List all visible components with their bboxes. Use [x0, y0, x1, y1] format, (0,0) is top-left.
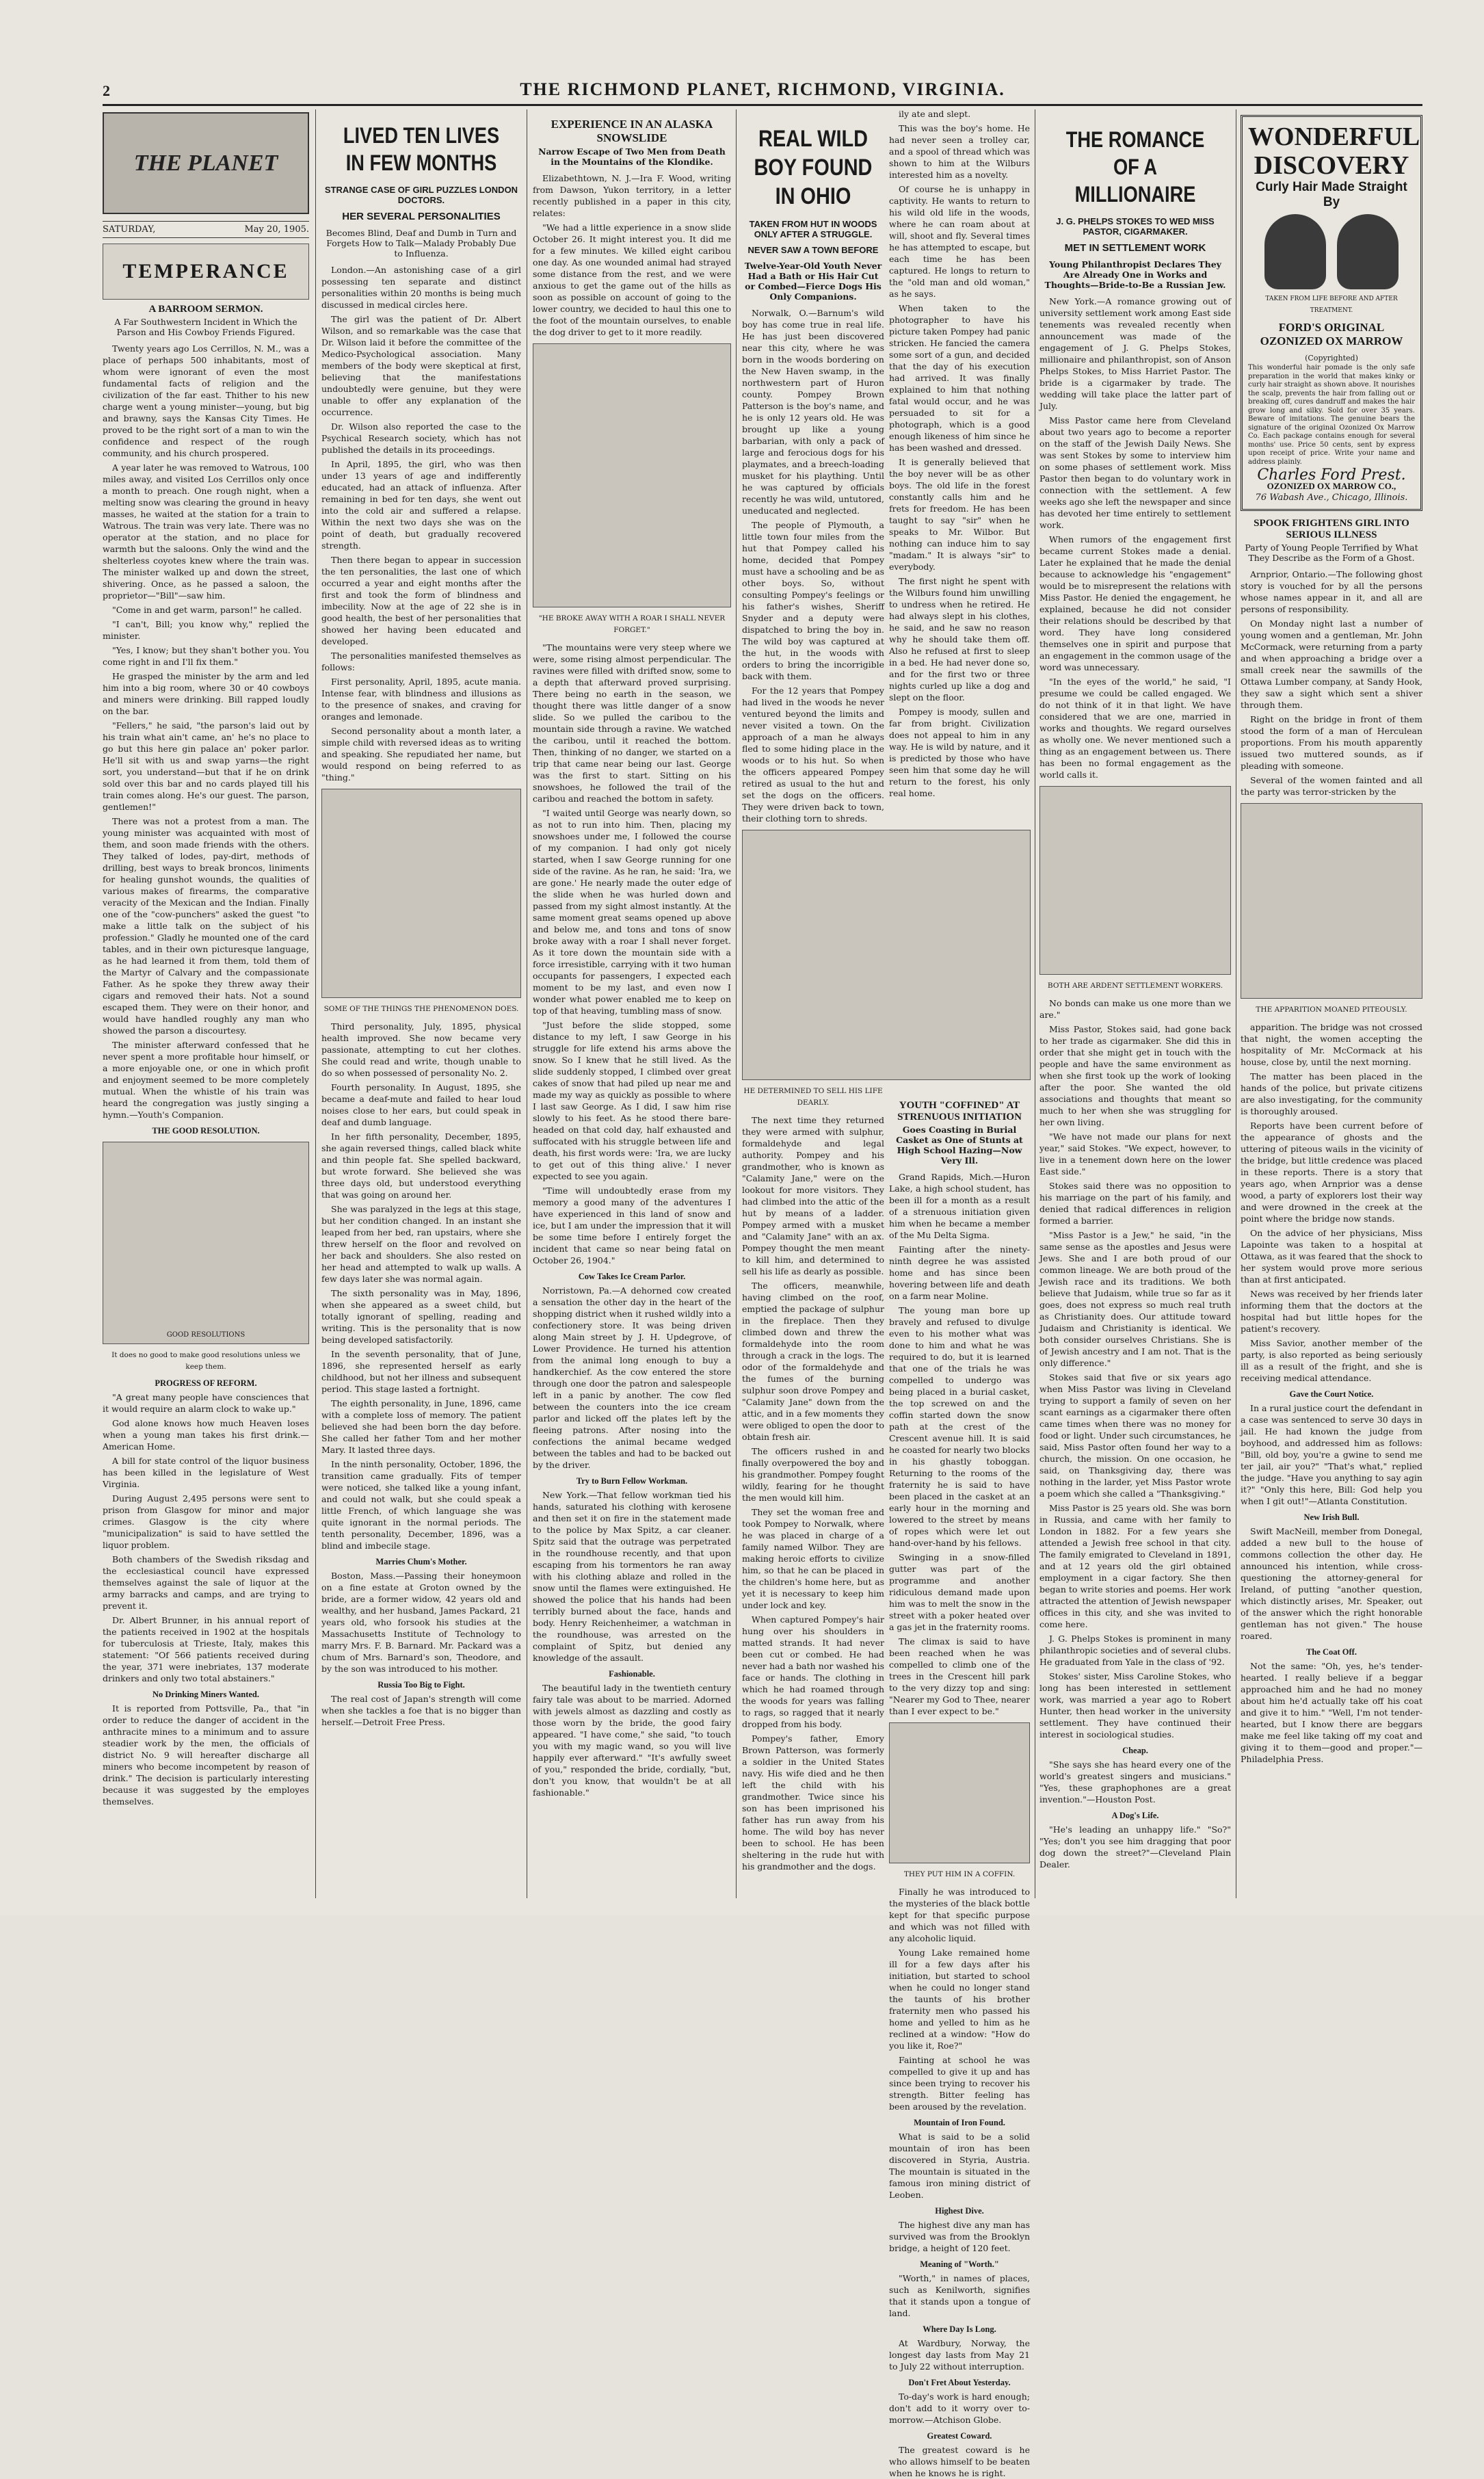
paragraph: The climax is said to have been reached when he was compelled to climb one of the trees in the Crescent hill park to the very dizzy top and sing: "Nearer my God to Thee, nearer than I ever expect to be." [889, 1636, 1030, 1716]
paragraph: Stokes said there was no opposition to his marriage on the part of his family, and denied that radical differences in religion formed a barrier. [1039, 1181, 1231, 1226]
paragraph: The officers rushed in and finally overpowered the boy and his grandmother. Pompey fought wildly, fearing for he thought the men would kill him. [742, 1446, 884, 1503]
paragraph: Stokes said that five or six years ago when Miss Pastor was living in Cleveland trying to support a family of seven on her scant earnings as a cigarmaker there often came times when there was no money for food or light. Under such circumstances, he said, Miss Pastor often found her way to a church, the mission. On one occasion, he said, on Thanksgiving day, there was nothing in the larder, yet Miss Pastor wrote a poem which she called a "Thanksgiving." [1039, 1372, 1231, 1499]
paragraph: Young Lake remained home ill for a few days after his initiation, but started to school when he could no longer stand the taunts of his brother fraternity men who passed his home and yelled to him as he reclined at a window: "How do you like it, Roe?" [889, 1947, 1030, 2051]
paragraph: "I waited until George was nearly down, so as not to run into him. Then, placing my snowshoes under me, I followed the course of my companion. I had only got nicely started, when I saw George running for one side of the ravine. As he ran, he said: 'Ira, we are gone.' He nearly made the outer edge of the slide when he was hurled down and passed from my sight almost instantly. At the same moment great seams opened up above and below me, and tons and tons of snow broke away with a roar I shall never forget. As it tore down the mountain side with a force irresistible, carrying with it two human occupants for passengers, I expected each moment to be my last, and even now I wonder what power enabled me to keep on top of that heaving, tumbling mass of snow. [533, 808, 731, 1016]
paragraph: "She says she has heard every one of the world's greatest singers and musicians." "Yes, these graphophones are a great invention."—Houston Post. [1039, 1759, 1231, 1805]
paragraph: Both chambers of the Swedish riksdag and the ecclesiastical council have expressed themselves against the sale of liquor at the army barracks and camps, and are trying to prevent it. [103, 1554, 309, 1611]
paragraph: A year later he was removed to Watrous, 100 miles away, and visited Los Cerrillos only once a month to preach. One rough night, when a melting snow was clearing the ground in heavy masses, he waited at the station for a train to Watrous. The train was very late. There was no operator at the station, and no place for warmth but the saloons. Only the wind and the shelterless coyotes knew where the train was. The minister walked up and down the street, shivering. Once, as he passed a saloon, the proprietor—"Bill"—saw him. [103, 462, 309, 601]
caption: BOTH ARE ARDENT SETTLEMENT WORKERS. [1047, 982, 1223, 990]
paragraph: God alone knows how much Heaven loses when a young man takes his first drink.—American Home. [103, 1418, 309, 1452]
paragraph: ily ate and slept. [899, 109, 971, 119]
ad-caption: TAKEN FROM LIFE BEFORE AND AFTER TREATMENT. [1265, 296, 1398, 314]
section-title: THE GOOD RESOLUTION. [152, 1126, 260, 1136]
ad-address: 76 Wabash Ave., Chicago, Illinois. [1255, 493, 1408, 503]
paragraph: The eighth personality, in June, 1896, came with a complete loss of memory. The patient believed she had been born the day before. She called her father Tom and her mother Mary. It lasted three days. [321, 1398, 521, 1455]
paragraph: Dr. Wilson also reported the case to the Psychical Research society, which has not published the details in its proceedings. [321, 421, 521, 455]
paragraph: Fainting after the ninety-ninth degree he was assisted home and has since been hovering between life and death on a farm near Moline. [889, 1244, 1030, 1301]
subhead: HER SEVERAL PERSONALITIES [342, 211, 501, 222]
paragraph: No bonds can make us one more than we are." [1039, 998, 1231, 1020]
column-4b [889, 108, 1030, 2478]
paragraph: During August 2,495 persons were sent to prison from Glasgow for minor and major crimes. Glasgow is the city where "municipalization" is said to have settled the liquor problem. [103, 1493, 309, 1550]
section-title: Don't Fret About Yesterday. [908, 2378, 1011, 2387]
ad-product: FORD'S ORIGINAL OZONIZED OX MARROW [1260, 321, 1403, 347]
paragraph: "Fellers," he said, "the parson's laid out by his train what ain't came, an' he's no place to go but this here gin palace an' poker parlor. He'll sit with us and swap yarns—the right sort, you understand—but that if he on drink sold over this bar and no cards played till his train comes along. He's our guest. The parson, gentlemen!" [103, 720, 309, 812]
paragraph: The girl was the patient of Dr. Albert Wilson, and so remarkable was the case that Dr. Wilson laid it before the committee of the Medico-Psychological association. Many members of the body were skeptical at first, believing that the manifestations undoubtedly were genuine, but they were unable to offer any explanation of the occurrence. [321, 314, 521, 417]
paper-title: THE RICHMOND PLANET, RICHMOND, VIRGINIA. [520, 79, 1005, 99]
paragraph: First personality, April, 1895, acute mania. Intense fear, with blindness and illusions as to the presence of snakes, and craving for oranges and lemonade. [321, 677, 521, 722]
paragraph: What is said to be a solid mountain of iron has been discovered in Styria, Austria. The mountain is situated in the famous iron mining district of Leoben. [889, 2132, 1030, 2200]
column-6 [1241, 108, 1422, 1900]
couple-illustration [1039, 786, 1231, 975]
section-title: No Drinking Miners Wanted. [152, 1690, 260, 1699]
apparition-illustration [1241, 803, 1422, 999]
caption: THE APPARITION MOANED PITEOUSLY. [1256, 1006, 1407, 1014]
paragraph: "A great many people have consciences that it would require an alarm clock to wake up." [103, 1392, 309, 1414]
paragraph: The young man bore up bravely and refused to divulge even to his mother what was done to him and what he was required to do, but it is learned that one of the trials he was compelled to undergo was being placed in a burial casket, the top screwed on and the coffin started down the snow path at the crest of the Crescent avenue hill. It is said he coasted for nearly two blocks in his ghastly toboggan. Returning to the rooms of the fraternity he is said to have been placed in the casket at an early hour in the morning and lowered to the street by means of ropes which were let out hand-over-hand by his fellows. [889, 1305, 1030, 1548]
article-body [103, 343, 309, 1120]
paragraph: apparition. The bridge was not crossed that night, the women accepting the hospitality of Mr. McCormack at his house, close by, until the next morning. [1241, 1022, 1422, 1067]
paragraph: When taken to the photographer to have his picture taken Pompey had panic stricken. He fancied the camera some sort of a gun, and decided that the day of his execution had arrived. It was finally explained to him that nothing fatal would occur, and he was persuaded to sit for a photograph, which is a good enough likeness of him since he has been washed and dressed. [889, 303, 1030, 453]
paragraph: The highest dive any man has survived was from the Brooklyn bridge, a height of 120 feet. [889, 2220, 1030, 2253]
paragraph: Dr. Albert Brunner, in his annual report of the patients received in 1902 at the hospitals for tuberculosis at Trieste, Italy, makes this statement: "Of 566 patients received during the year, 371 were inebriates, 137 moderate drinkers and only two total abstainers." [103, 1615, 309, 1683]
paragraph: Miss Pastor, Stokes said, had gone back to her trade as cigarmaker. She did this in order that she might get in touch with the people and have the same environment as when she first took up the work of looking after the poor. She wanted the old associations and thoughts that meant so much to her when she was struggling for her own living. [1039, 1024, 1231, 1127]
paragraph: "Come in and get warm, parson!" he called. [112, 605, 302, 615]
paragraph: On Monday night last a number of young women and a gentleman, Mr. John McCormack, were returning from a party and when approaching a bridge over a small creek near the sawmills of the Ottawa Lumber company, at Sandy Hook, they saw a sight which sent a shiver through them. [1241, 618, 1422, 710]
paragraph: London.—An astonishing case of a girl possessing ten separate and distinct personalities within 20 months is being much discussed in medical circles here. [321, 265, 521, 310]
subhead: NEVER SAW A TOWN BEFORE [747, 245, 879, 255]
paragraph: The real cost of Japan's strength will come when she tackles a foe that is no bigger than herself.—Detroit Free Press. [321, 1694, 521, 1727]
paragraph: Then there began to appear in succession the ten personalities, the last one of which occurred a year and eight months after the first and took the form of blindness and imbecility. Now at the age of 22 she is in good health, the best of her personalities that showed her having been educated and developed. [321, 555, 521, 646]
deck: Goes Coasting in Burial Casket as One of Stunts at High School Hazing—Now Very Ill. [896, 1125, 1023, 1166]
header-rule [103, 104, 1422, 106]
paragraph: Of course he is unhappy in captivity. He wants to return to his wild old life in the woods, where he can roam about at will, shoot and fly. Several times he has attempted to escape, but each time he has been captured. He longs to return to the "old man and old woman," as he says. [889, 184, 1030, 299]
deck: Twelve-Year-Old Youth Never Had a Bath or His Hair Cut or Combed—Fierce Dogs His Only Companions. [744, 261, 882, 302]
paragraph: There was not a protest from a man. The young minister was acquainted with most of them, and soon made friends with the others. They talked of lodes, pay-dirt, methods of drilling, best ways to break broncos, liniments for healing gunshot wounds, the qualities of various makes of firearms, the comparative veracity of the Mexican and the Indian. Finally one of the "cow-punchers" asked the guest "to make a little talk on the subject of his profession." Gladly he mounted one of the card tables, and in their own picturesque language, as he had learned it from them, told them of the Martyr of Calvary and the compassionate Father. As he spoke they threw away their cigars and removed their hats. Not a sound escaped them. They were on their honor, and would have handled roughly any man who showed the parson a discourtesy. [103, 816, 309, 1036]
paragraph: Pompey is moody, sullen and far from bright. Civilization does not appeal to him in any way. He is wild by nature, and it is predicted by those who have seen him that some day he will return to the forest, his only real home. [889, 707, 1030, 798]
paragraph: Arnprior, Ontario.—The following ghost story is vouched for by all the persons whose names appear in it, and all are persons of responsibility. [1241, 569, 1422, 614]
paragraph: At Wardbury, Norway, the longest day lasts from May 21 to July 22 without interruption. [889, 2338, 1030, 2372]
section-title: Cow Takes Ice Cream Parlor. [578, 1272, 686, 1281]
paragraph: Not the same: "Oh, yes, he's tender-hearted. I really believe if a beggar approached him and he had no money about him he'd actually take off his coat and give it to him." "Well, I'm not tender-hearted, but I know there are beggars make me feel like taking off my coat and giving it to them—good and proper."—Philadelphia Press. [1241, 1661, 1422, 1764]
headline: SPOOK FRIGHTENS GIRL INTO SERIOUS ILLNESS [1254, 518, 1409, 540]
subhead: MET IN SETTLEMENT WORK [1064, 242, 1206, 254]
temperance-banner: TEMPERANCE [103, 244, 309, 300]
headline: YOUTH "COFFINED" AT STRENUOUS INITIATION [897, 1100, 1022, 1123]
paragraph: Norristown, Pa.—A dehorned cow created a sensation the other day in the heart of the shopping district when it rushed wildly into a confectionery store. It was being driven along Main street by J. H. Updegrove, of Lower Providence. He turned his attention from the animal long enough to buy a handkerchief. As the cow entered the store through one door the patron and salespeople left in a panic by another. The cow fled between the counters into the ice cream parlor and licked off the plates left by the fleeing patrons. After nosing into the confections the animal became wedged between the tables and had to be backed out by the driver. [533, 1285, 731, 1470]
paragraph: In her fifth personality, December, 1895, she again reversed things, called black white and thin people fat. She spelled backward, but wrote forward. She believed she was three days old, but understood everything that was going on around her. [321, 1131, 521, 1200]
paragraph: In the seventh personality, that of June, 1896, she represented herself as early childhood, but not her illness and subsequent period. This stage lasted a fortnight. [321, 1349, 521, 1394]
paragraph: For the 12 years that Pompey had lived in the woods he never ventured beyond the limits and never visited a town. On the approach of a man he always fled to some hiding place in the woods or to his hut. So when the officers appeared Pompey retired as usual to the hut and set the dogs on the officers. They were driven back to town, their clothing torn to shreds. [742, 685, 884, 824]
caption: "HE BROKE AWAY WITH A ROAR I SHALL NEVER FORGET." [538, 614, 726, 634]
paragraph: The sixth personality was in May, 1896, when she appeared as a sweet child, but totally ignorant of spelling, reading and writing. This is the personality that is now being developed satisfactorily. [321, 1288, 521, 1345]
paragraph: To-day's work is hard enough; don't add to it worry over to-morrow.—Atchison Globe. [889, 2391, 1030, 2425]
section-title: New Irish Bull. [1303, 1512, 1360, 1522]
deck: Young Philanthropist Declares They Are Already One in Works and Thoughts—Bride-to-Be a Russian Jew. [1044, 259, 1226, 290]
paragraph: The beautiful lady in the twentieth century fairy tale was about to be married. Adorned with jewels almost as dazzling and costly as those worn by the bride, the good fairy appeared. "I have come," she said, "to touch you with my magic wand, so you will live happily ever afterward." "It's awfully sweet of you," responded the bride, cordially, "but, don't you know, that wouldn't be at all fashionable." [533, 1683, 731, 1798]
deck: STRANGE CASE OF GIRL PUZZLES LONDON DOCTORS. [324, 185, 518, 205]
ox-marrow-advertisement [1241, 115, 1422, 511]
resolution-illustration [103, 1142, 309, 1344]
headline: THE ROMANCE OF A MILLIONAIRE [1065, 127, 1205, 207]
paragraph: When rumors of the engagement first became current Stokes made a denial. Later he explained that he made the denial because to acknowledge his "engagement" would be to misrepresent the relations with Miss Pastor. He denied the engagement, he explained, because he did not consider their relations should be described by that word. They have long considered themselves one in spirit and purpose that an engagement in the common usage of the word was unnecessary. [1039, 534, 1231, 672]
paragraph: "We have not made our plans for next year," said Stokes. "We expect, however, to live in a tenement down here on the lower East side." [1039, 1131, 1231, 1177]
portrait-before [1264, 214, 1326, 289]
paragraph: "Miss Pastor is a Jew," he said, "in the same sense as the apostles and Jesus were Jews. She and I are both proud of our common lineage. We are both proud of the Jewish race and its traditions. We both believe that Judaism, while true so far as it goes, does not express so much real truth as Christianity does. Our attitude toward Judaism and Christianity is identical. We both consider ourselves Christians. She is of Jewish ancestry and I am not. That is the only difference." [1039, 1230, 1231, 1368]
paragraph: She was paralyzed in the legs at this stage, but her condition changed. In an instant she leaped from her bed, ran upstairs, where she threw herself on the floor and revolved on her back and shoulders. She also rested on her head and attempted to walk up walls. A few days later she was normal again. [321, 1204, 521, 1284]
paragraph: In April, 1895, the girl, who was then under 13 years of age and indifferently educated, had an attack of influenza. After remaining in bed for ten days, she went out into the cold air and suffered a relapse. Within the next two days she was on the point of death, but gradually recovered strength. [321, 459, 521, 551]
running-head [103, 79, 1422, 107]
paragraph: Elizabethtown, N. J.—Ira F. Wood, writing from Dawson, Yukon territory, in a letter recently published in a paper in this city, relates: [533, 173, 731, 218]
bag-label: GOOD RESOLUTIONS [166, 1331, 246, 1339]
column-5 [1039, 108, 1231, 1900]
column-3 [533, 108, 731, 1900]
section-title: Where Day Is Long. [923, 2324, 996, 2334]
paragraph: Swinging in a snow-filled gutter was part of the programme and another ridiculous demand made upon him was to melt the snow in the street with a poker heated over a gas jet in the fraternity rooms. [889, 1552, 1030, 1632]
section-title: A Dog's Life. [1111, 1811, 1159, 1820]
paragraph: The officers, meanwhile, having climbed on the roof, emptied the package of sulphur in the fireplace. Then they climbed down and threw the formaldehyde into the room through a crack in the logs. The odor of the formaldehyde and the fumes of the burning sulphur soon drove Pompey and "Calamity Jane" down from the attic, and in a few moments they were obliged to open the door to obtain fresh air. [742, 1281, 884, 1442]
section-title: Marries Chum's Mother. [375, 1557, 467, 1566]
paragraph: They set the woman free and took Pompey to Norwalk, where he was placed in charge of a family named Wilbor. They are making heroic efforts to civilize him, so that he can be placed in the children's home here, but as yet it is necessary to keep him under lock and key. [742, 1507, 884, 1610]
section-title: PROGRESS OF REFORM. [155, 1378, 257, 1388]
paragraph: "Time will undoubtedly erase from my memory a good many of the adventures I have experienced in this land of snow and ice, but I am under the impression that it will be some time before I entirely forget the incident that came so near being fatal on October 26, 1904." [533, 1185, 731, 1265]
headline: A BARROOM SERMON. [148, 304, 263, 315]
section-title: Try to Burn Fellow Workman. [576, 1476, 688, 1486]
paragraph: J. G. Phelps Stokes is prominent in many philanthropic societies and of several clubs. He graduated from Yale in the class of '92. [1039, 1634, 1231, 1667]
paragraph: "Worth," in names of places, such as Kenilworth, signifies that it stands upon a tongue of land. [889, 2273, 1030, 2318]
paragraph: The personalities manifested themselves as follows: [321, 651, 521, 672]
paragraph: Finally he was introduced to the mysteries of the black bottle kept for that specific purpose and which was not filled with any alcoholic liquid. [889, 1887, 1030, 1943]
paragraph: Third personality, July, 1895, physical health improved. She now became very passionate, attempting to cut her clothes. She could read and write, though unable to do so when possessed of personality No. 2. [321, 1021, 521, 1078]
coffin-illustration [889, 1722, 1030, 1863]
ad-subtitle: Curly Hair Made Straight By [1256, 180, 1407, 209]
paragraph: Grand Rapids, Mich.—Huron Lake, a high school student, has been ill for a month as a result of a strenuous initiation given him when he became a member of the Mu Delta Sigma. [889, 1172, 1030, 1240]
paragraph: The next time they returned they were armed with sulphur, formaldehyde and legal authority. Pompey and his grandmother, who is known as "Calamity Jane," were on the lookout for more visitors. They had climbed into the attic of the hut by means of a ladder. Pompey armed with a musket and "Calamity Jane" with an ax. Pompey thought the men meant to kill him, and determined to sell his life as dearly as possible. [742, 1115, 884, 1276]
deck: J. G. PHELPS STOKES TO WED MISS PASTOR, CIGARMAKER. [1056, 216, 1215, 237]
paragraph: The matter has been placed in the hands of the police, but private citizens are also investigating, for the community is thoroughly aroused. [1241, 1071, 1422, 1116]
deck: Party of Young People Terrified by What They Describe as the Form of a Ghost. [1245, 542, 1418, 563]
caption: THEY PUT HIM IN A COFFIN. [903, 1870, 1016, 1878]
dateline [103, 221, 309, 238]
planet-masthead: THE PLANET [103, 112, 309, 214]
paragraph: "I can't, Bill; you know why," replied the minister. [103, 619, 309, 641]
paragraph: The greatest coward is he who allows himself to be beaten when he knows he is right. [889, 2445, 1030, 2478]
caption: HE DETERMINED TO SELL HIS LIFE DEARLY. [743, 1087, 883, 1107]
paragraph: "We had a little experience in a snow slide October 26. It might interest you. It did me for a few minutes. We killed eight caribou one day. As one wounded animal had strayed some distance from the rest, and we were anxious to get the game out of the hills as soon as possible on account of going to the lower country, we decided to haul this one to the foot of the mountain ourselves, to enable the dog driver to get to it more readily. [533, 222, 731, 337]
deck: TAKEN FROM HUT IN WOODS ONLY AFTER A STRUGGLE. [749, 219, 877, 239]
column-4 [742, 108, 884, 1900]
phenomenon-illustration [321, 789, 521, 998]
deck: A Far Southwestern Incident in Which the Parson and His Cowboy Friends Figured. [114, 317, 297, 337]
section-title: Highest Dive. [935, 2206, 984, 2216]
paragraph: The first night he spent with the Wilburs found him unwilling to undress when he retired. He had always slept in his clothes, he said, and he saw no reason why he should take them off. Also he refused at first to sleep in a bed. He had never done so, and for the first two or three nights curled up like a dog and slept on the floor. [889, 576, 1030, 703]
paragraph: News was received by her friends later informing them that the doctors at the hospital had but little hopes for the patient's recovery. [1241, 1289, 1422, 1334]
section-title: Meaning of "Worth." [920, 2259, 999, 2269]
paragraph: Fourth personality. In August, 1895, she became a deaf-mute and failed to hear loud noises close to her ears, but could speak in deaf and dumb language. [321, 1082, 521, 1127]
paragraph: On the advice of her physicians, Miss Lapointe was taken to a hospital at Ottawa, as it was feared that the shock to her system would prove more serious than at first anticipated. [1241, 1228, 1422, 1285]
paragraph: Pompey's father, Emory Brown Patterson, was formerly a soldier in the United States navy. His wife died and he then left the child with his grandmother. Twice since his son has been imprisoned his father has run away from his home. The wild boy has never been to school. He has been sheltering in the rude hut with his grandmother and the dogs. [742, 1733, 884, 1872]
paragraph: The minister afterward confessed that he never spent a more profitable hour himself, or a more enjoyable one, or one in which profit and enjoyment seemed to be more completely mutual. When the whistle of his train was heard the congregation was justly singing a hymn.—Youth's Companion. [103, 1040, 309, 1120]
headline: LIVED TEN LIVES IN FEW MONTHS [343, 123, 500, 175]
caption: It does no good to make good resolutions unless we keep them. [111, 1351, 300, 1371]
snowslide-illustration [533, 343, 731, 607]
deck: Narrow Escape of Two Men from Death in the Mountains of the Klondike. [538, 146, 726, 167]
paragraph: Several of the women fainted and all the party was terror-stricken by the [1241, 775, 1422, 797]
paragraph: It is reported from Pottsville, Pa., that "in order to reduce the danger of accident in the anthracite mines to a minimum and to assure steadier work by the men, the officials of district No. 9 will hereafter discharge all miners who become incompetent by reason of drink." The decision is particularly interesting because it was suggested by the employes themselves. [103, 1703, 309, 1807]
paragraph: When captured Pompey's hair hung over his shoulders in matted strands. It had never been cut or combed. He had never had a bath nor washed his face or hands. The clothing in which he had roamed through the woods for years was falling to rags, so ragged that it nearly dropped from his body. [742, 1614, 884, 1729]
date-label: SATURDAY, [103, 224, 156, 235]
ad-body: This wonderful hair pomade is the only safe preparation in the world that makes kinky or curly hair straight as shown above. It nourishes the scalp, prevents the hair from falling out or breaking off, cures dandruff and makes the hair grow long and silky. Sold for over 35 years. Beware of imitations. The genuine bears the signature of the original Ozonized Ox Marrow Co. Each package contains enough for several months' use. Price 50 cents, sent by express upon receipt of price. Write your name and address plainly. [1248, 364, 1415, 466]
ad-company: OZONIZED OX MARROW CO., [1267, 481, 1396, 491]
section-title: Cheap. [1122, 1746, 1148, 1755]
ad-signature: Charles Ford Prest. [1257, 467, 1406, 484]
paragraph: In the ninth personality, October, 1896, the transition came gradually. Fits of temper were noticed, she talked like a young infant, and could not walk, but she could speak a little French, of which language she was quite ignorant in the normal periods. The tenth personality, December, 1896, was a blind and imbecile stage. [321, 1459, 521, 1551]
page-number: 2 [103, 82, 110, 99]
paragraph: Miss Pastor is 25 years old. She was born in Russia, and came with her family to London in 1882. For a few years she attended a Jewish free school in that city. The family emigrated to Cleveland in 1891, and at 12 years old the girl obtained employment in a cigar factory. She then began to write stories and poems. Her work attracted the attention of Jewish newspaper offices in this city, and she was invited to come here. [1039, 1503, 1231, 1629]
paragraph: "Just before the slide stopped, some distance to my left, I saw George in his struggle for life extend his arms above the snow. So I knew that he still lived. As the slide suddenly stopped, I climbed over great cakes of snow that had piled up near me and made my way as quickly as possible to where I last saw George. As I did, I saw him rise slowly to his feet. As he stood there bare-headed on that cold day, half exhausted and suffocated with his struggle between life and death, his first words were: 'Ira, we are lucky to get out of this thing alive.' I never expected to see you again. [533, 1020, 731, 1181]
caption: SOME OF THE THINGS THE PHENOMENON DOES. [323, 1005, 519, 1013]
section-title: Mountain of Iron Found. [914, 2118, 1005, 2127]
column-rule [736, 109, 737, 1898]
section-title: Fashionable. [609, 1669, 655, 1679]
paragraph: "He's leading an unhappy life." "So?" "Yes; don't you see him dragging that poor dog down the street?"—Cleveland Plain Dealer. [1039, 1824, 1231, 1870]
section-title: The Coat Off. [1306, 1647, 1357, 1657]
paragraph: "The mountains were very steep where we were, some rising almost perpendicular. The ravines were filled with drifted snow, some to a depth that afterward proved surprising. There being no earth in the season, we thought there was little danger of a snow slide. So we pulled the caribou to the mountain side through a ravine. We watched the caribou, until it reached the bottom. Then, thinking of no danger, we started on a trip that came near being our last. George was the first to start. Sitting on his snowshoes, he followed the trail of the caribou and reached the bottom in safety. [533, 642, 731, 804]
paragraph: It is generally believed that the boy never will be as other boys. The old life in the forest constantly calls him and he frets for freedom. He has been taught to say "sir" when he speaks to Mr. Wilbor. But nothing can induce him to say "madam." It is always "sir" to everybody. [889, 457, 1030, 572]
paragraph: New York.—That fellow workman tied his hands, saturated his clothing with kerosene and then set it on fire in the statement made to the police by Max Spitz, a car cleaner. Spitz said that the outrage was perpetrated in the roundhouse recently, and that upon escaping from his tormentors he ran away with his clothing ablaze and rolled in the snow until the flames were extinguished. He showed the police that his hands had been terribly burned about the face, hands and body. Henry Reichenheimer, a watchman in the roundhouse, was arrested on the complaint of Spitz, but denied any knowledge of the assault. [533, 1490, 731, 1663]
paragraph: A bill for state control of the liquor business has been killed in the legislature of West Virginia. [103, 1456, 309, 1489]
paragraph: Reports have been current before of the appearance of ghosts and the uttering of piteous wails in the vicinity of the bridge, but little credence was placed in these reports. There is a story that years ago, when Arnprior was a dense wood, a party of explorers lost their way and were drowned in the creek at the point where the bridge now stands. [1241, 1120, 1422, 1224]
paragraph: Boston, Mass.—Passing their honeymoon on a fine estate at Groton owned by the bride, are a former widow, 42 years old and wealthy, and her husband, James Packard, 21 years old, who forsook his studies at the Massachusetts Institute of Technology to marry Mrs. F. B. Barnard. Mr. Packard was a chum of Mrs. Barnard's son, Theodore, and by the son was introduced to his mother. [321, 1571, 521, 1674]
paragraph: Stokes' sister, Miss Caroline Stokes, who long has been interested in settlement work, was married a year ago to Robert Hunter, then head worker in the university settlement. They have continued their interest in sociological studies. [1039, 1671, 1231, 1740]
section-title: Greatest Coward. [927, 2431, 992, 2441]
paragraph: In a rural justice court the defendant in a case was sentenced to serve 30 days in jail. He had known the judge from boyhood, and addressed him as follows: "Bill, old boy, you're a gwine to send me ter jail, air you?" "That's what," replied the judge. "Have you anything to say agin it?" "Only this here, Bill: God help you when I git out!"—Atlanta Constitution. [1241, 1403, 1422, 1506]
before-after-portraits [1248, 214, 1415, 289]
paragraph: He grasped the minister by the arm and led him into a big room, where 30 or 40 cowboys and miners were drinking. Bill rapped loudly on the bar. [103, 671, 309, 716]
headline: REAL WILD BOY FOUND IN OHIO [754, 126, 873, 209]
paragraph: New York.—A romance growing out of university settlement work among East side tenements was revealed recently when announcement was made of the engagement of J. G. Phelps Stokes, millionaire and philanthropist, son of Anson Phelps Stokes, to Miss Harriet Pastor. The bride is a cigarmaker by trade. The wedding will take place the latter part of July. [1039, 296, 1231, 411]
section-title: Gave the Court Notice. [1289, 1389, 1374, 1399]
portrait-after [1337, 214, 1399, 289]
paragraph: Fainting at school he was compelled to give it up and has since been trying to recover his strength. Bitter feeling has been aroused by the revelation. [889, 2055, 1030, 2112]
column-1 [103, 108, 309, 1900]
column-2 [321, 108, 521, 1900]
paragraph: This was the boy's home. He had never seen a trolley car, and a spool of thread which was shown to him at the Wilburs interested him as a novelty. [889, 123, 1030, 180]
ad-copyright: (Copyrighted) [1305, 354, 1358, 363]
paragraph: Twenty years ago Los Cerrillos, N. M., was a place of perhaps 500 inhabitants, most of whom were ignorant of even the most fundamental facts of religion and the civilization of the far east. Thither to his new charge went a young minister—young, but big and brawny, says the Kansas City Times. He proved to be the right sort of a man to win the confidence and respect of the rough community, and his church prospered. [103, 343, 309, 458]
paragraph: Miss Pastor came here from Cleveland about two years ago to become a reporter on the staff of the Jewish Daily News. She was sent Stokes by some to interview him on some phases of settlement work. Miss Pastor then began to do voluntary work in connection with the settlement. A few weeks ago she left the newspaper and since has devoted her time entirely to settlement work. [1039, 415, 1231, 530]
paragraph: "Yes, I know; but they shan't bother you. You come right in and I'll fix them." [103, 645, 309, 667]
paragraph: Right on the bridge in front of them stood the form of a man of Herculean proportions. From his mouth apparently issued two muttered sounds, as if pleading with someone. [1241, 714, 1422, 771]
paragraph: Swift MacNeill, member from Donegal, added a new bull to the house of commons collection the other day. He announced his intention, while cross-questioning the attorney-general for Ireland, of putting "another question, which distinctly arises, Mr. Speaker, out of the answer which the right honorable gentleman has not given." The house roared. [1241, 1526, 1422, 1641]
paragraph: "In the eyes of the world," he said, "I presume we could be called engaged. We do not think of it in that light. We have considered that we are one, married in works and thoughts. We regard ourselves as wholly one. We never mentioned such a thing as an engagement between us. There has been no formal engagement as the world calls it. [1039, 677, 1231, 780]
date-value: May 20, 1905. [244, 224, 309, 235]
section-title: Russia Too Big to Fight. [377, 1680, 465, 1690]
headline: EXPERIENCE IN AN ALASKA SNOWSLIDE [551, 118, 713, 144]
paragraph: The people of Plymouth, a little town four miles from the hut that Pompey called his home, decided that Pompey must have a schooling and be as other boys. So, without consulting Pompey's feelings or his father's wishes, Sheriff Snyder and a deputy were dispatched to bring the boy in. The wild boy was captured at the hut, in the woods with orders to bring the incorrigible back with them. [742, 520, 884, 681]
paragraph: Miss Savior, another member of the party, is also reported as being seriously ill as a result of the fright, and she is receiving medical attendance. [1241, 1338, 1422, 1383]
paragraph: Second personality about a month later, a simple child with reversed ideas as to writing and speaking. She repudiated her name, but would respond on being referred to as "thing." [321, 726, 521, 783]
ad-title: WONDERFUL DISCOVERY [1248, 122, 1420, 180]
paragraph: Norwalk, O.—Barnum's wild boy has come true in real life. He has just been discovered near this city, where he was born in the woods bordering on the New Haven swamp, in the northwestern part of Huron county. Pompey Brown Patterson is the boy's name, and he is only 12 years old. He was brought up like a young barbarian, with only a pack of large and ferocious dogs for his playmates, and a breech-loading musket for his plaything. Until he was captured by officials recently he was wild, untutored, uneducated and neglected. [742, 308, 884, 516]
deck: Becomes Blind, Deaf and Dumb in Turn and Forgets How to Talk—Malady Probably Due to Influenza. [326, 228, 517, 259]
column-rule [315, 109, 316, 1898]
